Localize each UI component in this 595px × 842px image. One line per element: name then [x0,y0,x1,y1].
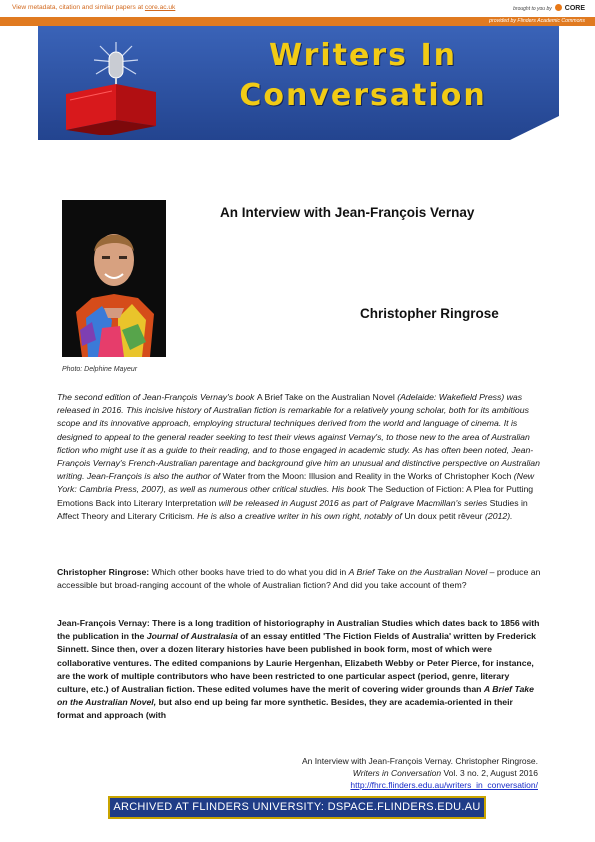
microphone-book-icon [58,40,163,135]
core-branding: brought to you by CORE [513,5,585,12]
journal-banner [38,26,559,140]
core-logo-icon [555,4,562,11]
book-title: A Brief Take on the Australian Novel, [57,684,534,708]
speaker-label: Jean-François Vernay: [57,618,150,628]
journal-title: Writers In Conversation [239,38,487,113]
author-name: Christopher Ringrose [360,306,499,321]
journal-url-link[interactable]: http://fhrc.flinders.edu.au/writers_in_conversation/ [350,780,538,790]
author-photo [62,200,166,357]
journal-name: Journal of Australasia [146,631,238,642]
core-link[interactable]: core.ac.uk [144,4,176,11]
archive-banner[interactable]: ARCHIVED AT FLINDERS UNIVERSITY: DSPACE.FLINDERS.EDU.AU [108,796,486,819]
book-title: Un doux petit rêveur [404,510,483,521]
article-title: An Interview with Jean-François Vernay [220,205,475,220]
provider-bar [0,17,595,26]
provider-text: provided by Flinders Academic Commons [489,18,585,24]
core-metadata-text: View metadata, citation and similar papers at core.ac.uk [12,4,176,11]
footer-citation: An Interview with Jean-François Vernay. Christopher Ringrose. Writers in Conversation Vol. 3 no. 2, August 2016 http://fhrc.flinders.edu.au/writers_in_conversation/ [301,756,538,790]
core-header [0,0,595,17]
book-title: The Seduction of Fiction: A Plea for Putting Emotions Back into Literary Interpretation [57,484,534,508]
book-title: Studies in Affect Theory and Literary Criticism [57,497,528,521]
interviewee-answer: Jean-François Vernay: There is a long tradition of historiography in Australian Studies which dates back to 1856 with the publication in the Journal of Australasia of an essay entitled 'The Fiction Fields of Australia' written by Frederick Sinnett. Since then, over a dozen literary histories have been published in book form, most of which were collaborative ventures. The edited companions by Laurie Hergenhan, Elizabeth Webby or Peter Pierce, for instance, are the work of multiple contributors who have been restricted to one particular aspect (period, genre, literary culture, etc.) of Australian fiction. These edited volumes have the merit of covering wider grounds than A Brief Take on the Australian Novel, but also end up being far more synthetic. Besides, they are academia-oriented in their format and approach (with [57,618,540,721]
book-title: Water from the Moon: Illusion and Reality in the Works of Christopher Koch [222,471,512,482]
book-title: A Brief Take on the Australian Novel [348,567,488,577]
book-title: A Brief Take on the Australian Novel [256,392,395,402]
interviewer-question: Christopher Ringrose: Which other books have tried to do what you did in A Brief Take on the Australian Novel – produce an accessible but broad-ranging account of the whole of Australian fiction? And did you take account of them? [57,567,541,591]
speaker-label: Christopher Ringrose: [57,567,150,577]
intro-paragraph: The second edition of Jean-François Vernay's book A Brief Take on the Australian Novel (Adelaide: Wakefield Press) was released in 2016. This incisive history of Australian fiction is remarkable for a relatively young scholar, both for its ambitious scope and its innovative approach, employing structural techniques derived from the world and language of cinema. It is designed to appeal to the general reader seeking to test their views against Vernay's, to those new to the area of Australian fiction who might use it as a guide to their reading, and to those engaged in academic study. As has often been noted, Jean-François Vernay's French-Australian parentage and background give him an unusual and distinctive perspective on Australian writing. Jean-François is also the author of Water from the Moon: Illusion and Reality in the Works of Christopher Koch (New York: Cambria Press, 2007), as well as numerous other critical studies. His book The Seduction of Fiction: A Plea for Putting Emotions Back into Literary Interpretation will be released in August 2016 as part of Palgrave Macmillan's series Studies in Affect Theory and Literary Criticism. He is also a creative writer in his own right, notably of Un doux petit rêveur (2012). [57,392,540,521]
photo-caption: Photo: Delphine Mayeur [62,366,138,373]
